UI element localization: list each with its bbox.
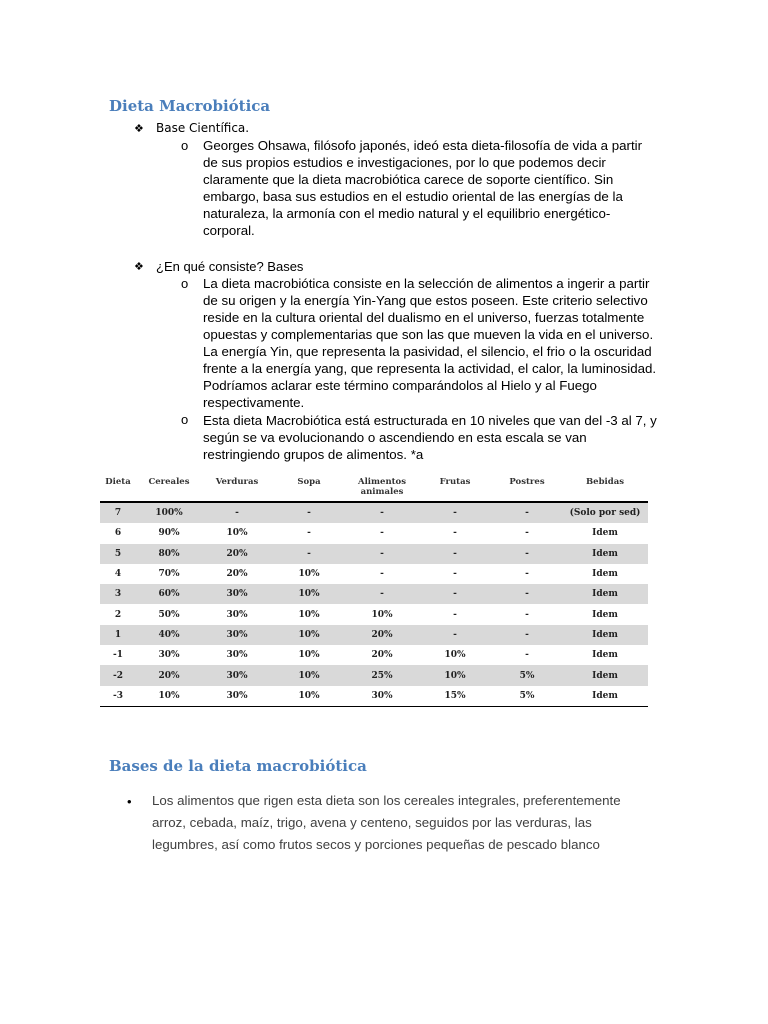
diamond-bullet-icon: ❖ — [134, 122, 144, 135]
table-cell: 30% — [202, 686, 272, 707]
table-cell: Idem — [562, 584, 648, 604]
table-cell: 30% — [202, 665, 272, 685]
table-cell: 10% — [371, 609, 393, 620]
table-cell: -3 — [100, 686, 136, 707]
table-cell: 30% — [226, 650, 248, 661]
table-cell: Idem — [592, 650, 618, 661]
table-cell: 7 — [100, 502, 136, 523]
table-cell: - — [492, 544, 562, 564]
section-heading-bases: Bases de la dieta macrobiótica — [109, 757, 367, 775]
header-frutas: Frutas — [418, 475, 492, 502]
table-cell: 10% — [298, 609, 320, 620]
table-cell: 10% — [136, 686, 202, 707]
paragraph-consiste: La dieta macrobiótica consiste en la selección de alimentos a ingerir a partir de su origen y la energía Yin-Yang que estos poseen. Este criterio selectivo reside en la cultura oriental del dualismo en el universo, fuerzas totalmente opuestas y complementarias que son las que mueven la vida en el universo. La energía Yin, que representa la pasividad, el silencio, el frio o la oscuridad frente a la energía yang, que representa la actividad, el calor, la luminosidad. Podríamos aclarar este término comparándolos al Hielo y al Fuego respectivamente. — [203, 276, 657, 410]
table-cell: - — [346, 584, 418, 604]
table-cell: Idem — [562, 665, 648, 685]
bullet-dot-icon: • — [127, 794, 132, 809]
diet-levels-table — [100, 475, 648, 707]
table-header-row — [100, 475, 648, 502]
circle-bullet-icon: o — [181, 138, 189, 153]
table-cell: 25% — [346, 665, 418, 685]
table-cell: 60% — [136, 584, 202, 604]
table-cell: 10% — [418, 665, 492, 685]
table-cell: 3 — [100, 584, 136, 604]
table-cell: 10% — [444, 650, 466, 661]
table-cell: 10% — [272, 625, 346, 645]
section-label-en-que-consiste: ¿En qué consiste? Bases — [156, 259, 304, 274]
table-cell: 10% — [272, 686, 346, 707]
table-cell: 30% — [158, 650, 180, 661]
table-cell: 1 — [100, 625, 136, 645]
table-cell: 2 — [114, 609, 122, 620]
table-row — [100, 665, 648, 685]
table-cell: 30% — [346, 686, 418, 707]
header-postres: Postres — [492, 475, 562, 502]
table-cell: 5% — [492, 665, 562, 685]
table-cell: (Solo por sed) — [562, 502, 648, 523]
table-cell: 30% — [226, 609, 248, 620]
header-verduras: Verduras — [202, 475, 272, 502]
table-cell: - — [492, 584, 562, 604]
paragraph-base-cientifica: Georges Ohsawa, filósofo japonés, ideó esta dieta-filosofía de vida a partir de sus propios estudios e investigaciones, por lo que podemos decir claramente que la dieta macrobiótica carece de soporte científico. Sin embargo, basa sus estudios en el estudio oriental de las energías de la naturaleza, la armonía con el medio natural y el equilibrio energético-corporal. — [203, 138, 643, 238]
table-cell: 10% — [226, 528, 248, 539]
table-cell: 10% — [272, 584, 346, 604]
table-cell: 10% — [272, 665, 346, 685]
table-cell: 20% — [202, 544, 272, 564]
table-cell: Idem — [562, 625, 648, 645]
circle-bullet-icon: o — [181, 276, 189, 291]
table-cell: -1 — [113, 650, 123, 661]
table-cell: - — [272, 502, 346, 523]
table-cell: 5 — [100, 544, 136, 564]
table-cell: Idem — [562, 544, 648, 564]
table-row — [100, 645, 648, 665]
circle-bullet-icon: o — [181, 412, 189, 427]
table-cell: 20% — [371, 650, 393, 661]
diamond-bullet-icon: ❖ — [134, 260, 144, 273]
table-row — [100, 625, 648, 645]
paragraph-niveles: Esta dieta Macrobiótica está estructurada en 10 niveles que van del -3 al 7, y según se va evolucionando o ascendiendo en esta escala se van restringiendo grupos de alimentos. *a — [203, 413, 657, 462]
table-cell: - — [346, 544, 418, 564]
table-cell: - — [272, 544, 346, 564]
page-title: Dieta Macrobiótica — [109, 97, 271, 115]
table-cell: 5% — [492, 686, 562, 707]
table-cell: 30% — [202, 625, 272, 645]
table-cell: - — [453, 528, 457, 539]
table-cell: - — [453, 569, 457, 580]
table-cell: - — [492, 502, 562, 523]
table-cell: -2 — [100, 665, 136, 685]
table-cell: 6 — [114, 528, 122, 539]
table-cell: 15% — [418, 686, 492, 707]
table-cell: Idem — [592, 569, 618, 580]
table-cell: - — [525, 650, 529, 661]
table-row — [100, 502, 648, 523]
table-row — [100, 564, 648, 584]
table-cell: 20% — [346, 625, 418, 645]
table-cell: 90% — [158, 528, 180, 539]
table-row — [100, 604, 648, 624]
section-label-base-cientifica: Base Científica. — [156, 121, 250, 135]
table-cell: - — [418, 544, 492, 564]
table-cell: - — [492, 625, 562, 645]
header-dieta: Dieta — [100, 475, 136, 502]
table-cell: Idem — [562, 686, 648, 707]
table-cell: - — [525, 569, 529, 580]
table-cell: 70% — [158, 569, 180, 580]
table-cell: - — [525, 609, 529, 620]
table-cell: 10% — [298, 569, 320, 580]
table-row — [100, 686, 648, 707]
table-cell: Idem — [592, 528, 618, 539]
table-cell: - — [202, 502, 272, 523]
table-cell: 50% — [158, 609, 180, 620]
table-cell: 20% — [136, 665, 202, 685]
table-cell: - — [346, 502, 418, 523]
header-cereales: Cereales — [136, 475, 202, 502]
table-cell: 100% — [136, 502, 202, 523]
table-cell: - — [418, 625, 492, 645]
table-cell: - — [453, 609, 457, 620]
table-cell: 80% — [136, 544, 202, 564]
table-row — [100, 584, 648, 604]
table-cell: - — [525, 528, 529, 539]
table-row — [100, 544, 648, 564]
table-cell: 10% — [298, 650, 320, 661]
table-cell: Idem — [592, 609, 618, 620]
table-cell: - — [418, 584, 492, 604]
table-row — [100, 523, 648, 543]
header-alimentos-animales: Alimentos animales — [346, 475, 418, 502]
header-bebidas: Bebidas — [562, 475, 648, 502]
table-cell: - — [380, 528, 384, 539]
table-cell: 4 — [114, 569, 122, 580]
table-cell: 20% — [226, 569, 248, 580]
header-sopa: Sopa — [272, 475, 346, 502]
table-cell: - — [380, 569, 384, 580]
table-cell: - — [418, 502, 492, 523]
table-cell: 30% — [202, 584, 272, 604]
paragraph-alimentos: Los alimentos que rigen esta dieta son los cereales integrales, preferentemente arroz, cebada, maíz, trigo, avena y centeno, seguidos por las verduras, las legumbres, así como frutos secos y porciones pequeñas de pescado blanco — [152, 793, 621, 852]
table-cell: - — [307, 528, 311, 539]
table-cell: 40% — [136, 625, 202, 645]
